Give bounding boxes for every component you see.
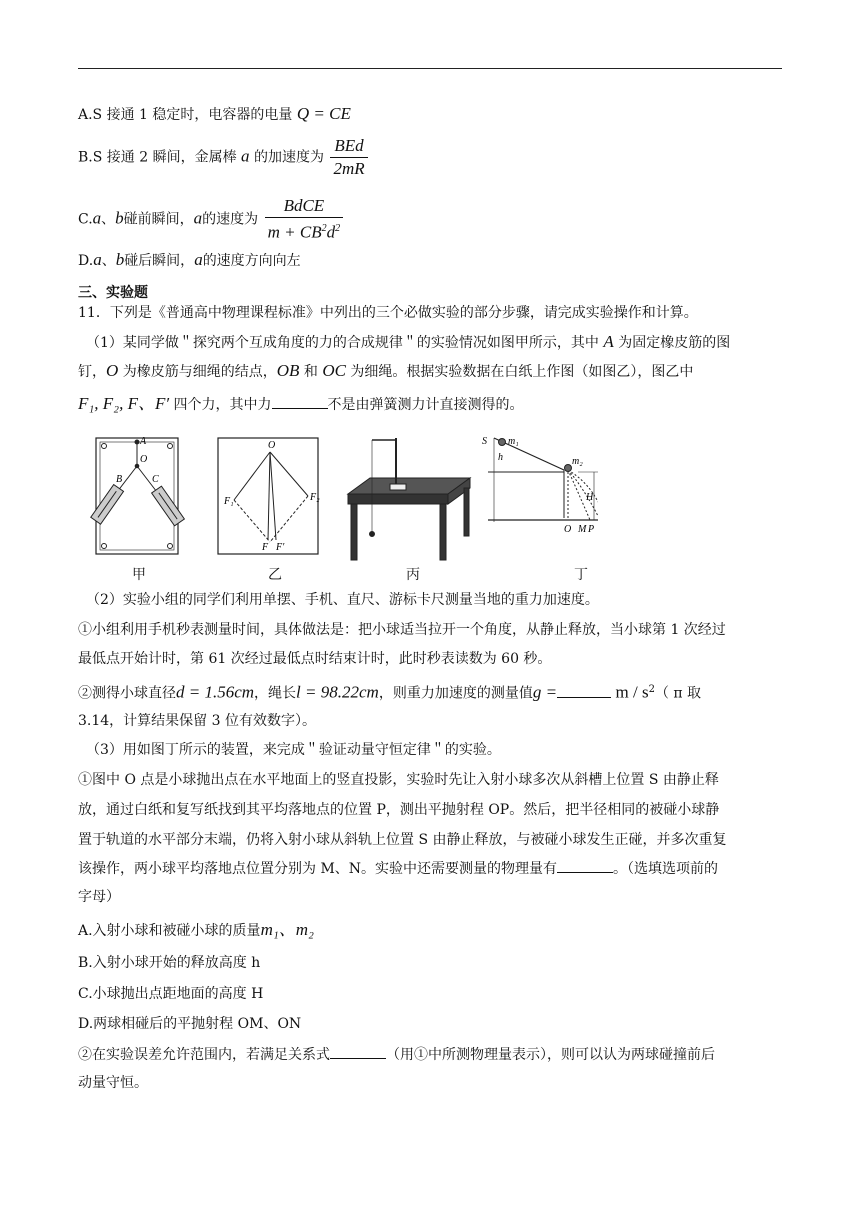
experiment-figures: [78, 432, 598, 584]
q11-p3-line4: 置于轨道的水平部分末端，仍将入射小球从斜轨上位置 S 由静止释放，与被碰小球发生正碰，并多次重复: [78, 832, 727, 848]
option-b-fraction: $\frac{\text{BEd}}{2mR}$: [330, 136, 367, 179]
label-F: F: [262, 542, 269, 553]
label-m1: m₁: [508, 436, 519, 447]
option-c-fraction: $\frac{\text{BdCE}}{m + CB^2d^2}$: [265, 196, 343, 243]
label-O-ding: O: [564, 524, 572, 535]
header-rule: [78, 68, 782, 69]
figure-ding: [488, 438, 598, 522]
label-O-yi: O: [268, 440, 276, 451]
label-O-jia: O: [140, 454, 148, 465]
q11-p1-line3: F₁, F₂, F、F′ 四个力，其中力 不是由弹簧测力计直接测得的。: [78, 394, 524, 413]
q11-intro: 11．下列是《普通高中物理课程标准》中列出的三个必做实验的部分步骤，请完成实验操作和计算。: [78, 305, 698, 321]
option-a-q11: A.入射小球和被碰小球的质量m₁、m₂: [78, 920, 314, 939]
option-c: C.a、b碰前瞬间，a的速度为 $\frac{\text{BdCE}}{m + CB^2d^2}$: [78, 196, 345, 243]
q11-p2-line3: 最低点开始计时，第 61 次经过最低点时结束计时，此时秒表读数为 60 秒。: [78, 651, 552, 667]
label-B: B: [116, 474, 123, 485]
label-F2: F₂: [310, 492, 320, 503]
q11-p3-line5: 该操作，两小球平均落地点位置分别为 M、N。实验中还需要测量的物理量有 。（选填选项前的: [78, 858, 718, 879]
answer-blank-2[interactable]: [557, 683, 611, 698]
label-S: S: [482, 436, 487, 447]
q11-p1-line2: 钉，O 为橡皮筋与细绳的结点，OB 和 OC 为细绳。根据实验数据在白纸上作图（如图乙），图乙中: [78, 361, 694, 380]
option-d-q11: D.两球相碰后的平抛射程 OM、ON: [78, 1016, 302, 1032]
section-title: 三、实验题: [78, 285, 148, 301]
option-a-formula: Q = CE: [296, 104, 351, 123]
label-M: M: [578, 524, 587, 535]
caption-yi: 乙: [268, 567, 282, 583]
option-a: A.S 接通 1 稳定时，电容器的电量 Q = CE: [78, 104, 351, 123]
caption-jia: 甲: [132, 567, 146, 583]
figure-bing: [348, 438, 470, 560]
q11-p2-line4: ②测得小球直径d = 1.56cm，绳长l = 98.22cm，则重力加速度的测量值$g = m / s^2$（ π 取: [78, 682, 702, 702]
q11-p1-line1: （1）某同学做＂探究两个互成角度的力的合成规律＂的实验情况如图甲所示，其中 A 为固定橡皮筋的图: [86, 332, 731, 351]
caption-bing: 丙: [406, 567, 420, 583]
q11-p3-line1: （3）用如图丁所示的装置，来完成＂验证动量守恒定律＂的实验。: [86, 742, 501, 758]
label-h: h: [498, 452, 503, 463]
answer-blank-4[interactable]: [330, 1044, 386, 1059]
label-A: A: [140, 436, 147, 447]
answer-blank-1[interactable]: [272, 394, 328, 409]
q11-p2-line2: ①小组利用手机秒表测量时间，具体做法是：把小球适当拉开一个角度，从静止释放，当小球第 1 次经过: [78, 622, 726, 638]
answer-blank-3[interactable]: [557, 858, 613, 873]
option-c-q11: C.小球抛出点距地面的高度 H: [78, 986, 264, 1002]
q11-p2-line1: （2）实验小组的同学们利用单摆、手机、直尺、游标卡尺测量当地的重力加速度。: [86, 592, 599, 608]
q11-p3-line3: 放，通过白纸和复写纸找到其平均落地点的位置 P，测出平抛射程 OP。然后，把半径相同的被碰小球静: [78, 802, 720, 818]
q11-p3-line2: ①图中 O 点是小球抛出点在水平地面上的竖直投影，实验时先让入射小球多次从斜槽上位置 S 由静止释: [78, 772, 719, 788]
q11-p2-line5: 3.14，计算结果保留 3 位有效数字）。: [78, 713, 316, 729]
q11-p3-line8: 动量守恒。: [78, 1075, 148, 1091]
option-b-q11: B.入射小球开始的释放高度 h: [78, 955, 261, 971]
option-d: D.a、b碰后瞬间，a的速度方向向左: [78, 250, 301, 269]
q11-p3-line7: ②在实验误差允许范围内，若满足关系式 （用①中所测物理量表示），则可以认为两球碰撞前后: [78, 1044, 715, 1065]
option-b: B.S 接通 2 瞬间，金属棒 a 的加速度为 $\frac{\text{BEd}}{2mR}$: [78, 136, 370, 179]
figure-jia: [91, 438, 185, 554]
label-C: C: [152, 474, 159, 485]
q11-p3-line6: 字母）: [78, 889, 120, 905]
label-m2: m₂: [572, 456, 583, 467]
label-F1: F₁: [224, 496, 234, 507]
label-H: H: [586, 492, 594, 503]
caption-ding: 丁: [574, 567, 588, 583]
label-P: P: [588, 524, 595, 535]
label-Fp: F′: [276, 542, 285, 553]
